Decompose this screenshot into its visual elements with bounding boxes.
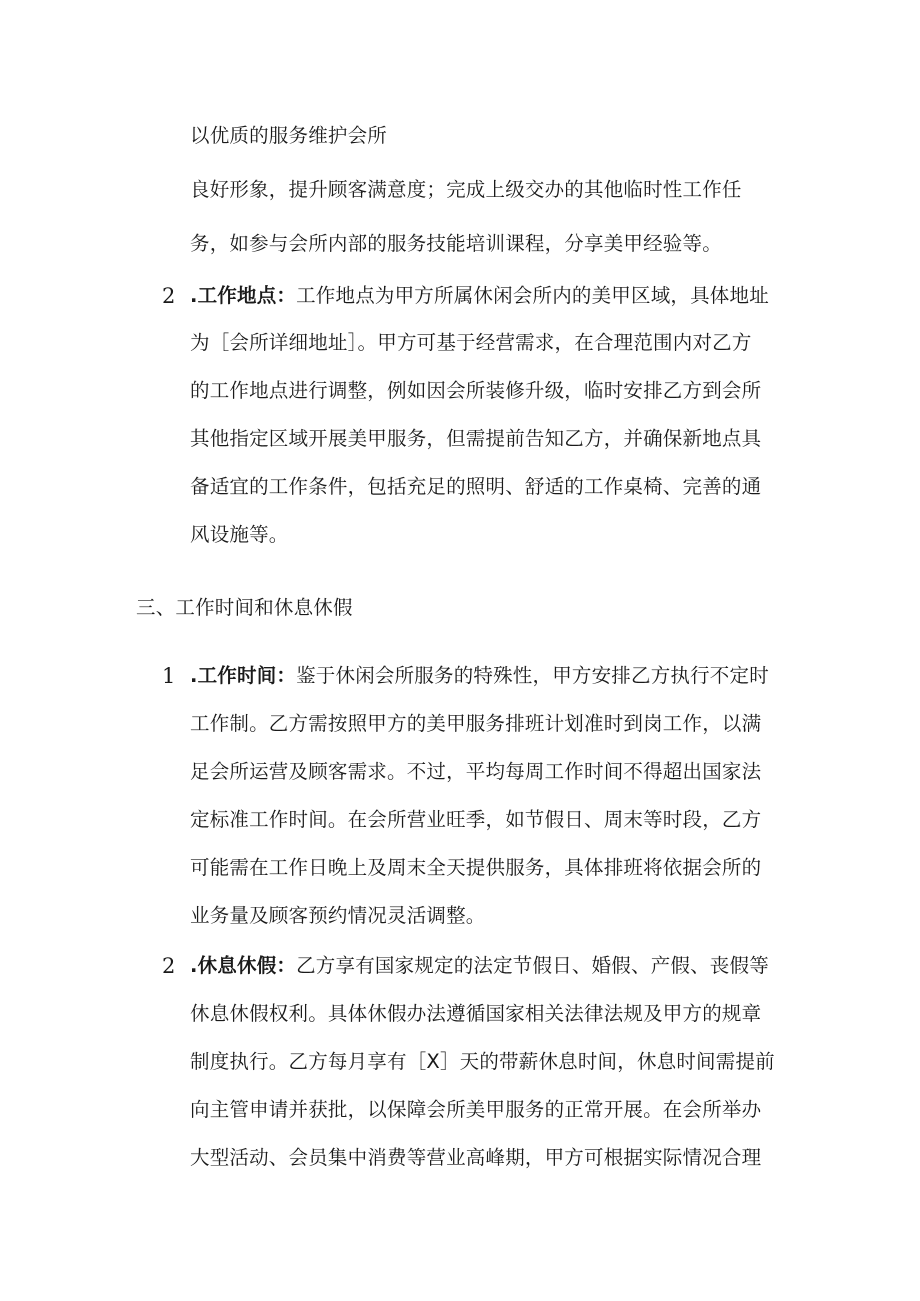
paragraph-line: 为［会所详细地址］。甲方可基于经营需求，在合理范围内对乙方 <box>190 331 752 354</box>
paragraph-line: 可能需在工作日晚上及周末全天提供服务，具体排班将依据会所的 <box>190 856 762 879</box>
paragraph-line: 以优质的服务维护会所 <box>190 124 388 147</box>
paragraph-line: 其他指定区域开展美甲服务，但需提前告知乙方，并确保新地点具 <box>190 427 762 450</box>
list-item-title: .休息休假： <box>190 954 297 977</box>
list-item-first-line <box>190 662 769 690</box>
paragraph-line: 业务量及顾客预约情况灵活调整。 <box>190 904 486 927</box>
paragraph-line: 务，如参与会所内部的服务技能培训课程，分享美甲经验等。 <box>190 232 722 255</box>
paragraph-line: 工作制。乙方需按照甲方的美甲服务排班计划准时到岗工作，以满 <box>190 712 762 735</box>
list-number: 2 <box>162 284 176 308</box>
section-heading: 三、工作时间和休息休假 <box>136 596 353 619</box>
list-item-text: 乙方享有国家规定的法定节假日、婚假、产假、丧假等 <box>296 954 769 977</box>
paragraph-line: 向主管申请并获批，以保障会所美甲服务的正常开展。在会所举办 <box>190 1098 762 1121</box>
list-number: 2 <box>162 954 176 978</box>
list-item-first-line <box>190 952 769 980</box>
list-item-first-line <box>190 282 769 310</box>
paragraph-line: 定标准工作时间。在会所营业旺季，如节假日、周末等时段，乙方 <box>190 808 762 831</box>
paragraph-line: 休息休假权利。具体休假办法遵循国家相关法律法规及甲方的规章 <box>190 1002 762 1025</box>
paragraph-line: 大型活动、会员集中消费等营业高峰期，甲方可根据实际情况合理 <box>190 1146 762 1169</box>
list-item-title: .工作地点： <box>190 284 297 307</box>
list-item-title: .工作时间： <box>190 664 297 687</box>
paragraph-line: 足会所运营及顾客需求。不过，平均每周工作时间不得超出国家法 <box>190 760 762 783</box>
paragraph-line: 备适宜的工作条件，包括充足的照明、舒适的工作桌椅、完善的通 <box>190 475 762 498</box>
list-number: 1 <box>162 664 176 688</box>
paragraph-line: 风设施等。 <box>190 523 289 546</box>
list-item-text: 工作地点为甲方所属休闲会所内的美甲区域，具体地址 <box>296 284 769 307</box>
list-item-text: 鉴于休闲会所服务的特殊性，甲方安排乙方执行不定时 <box>296 664 769 687</box>
paragraph-line: 制度执行。乙方每月享有［X］天的带薪休息时间，休息时间需提前 <box>190 1050 775 1073</box>
paragraph-line: 的工作地点进行调整，例如因会所装修升级，临时安排乙方到会所 <box>190 379 762 402</box>
paragraph-line: 良好形象，提升顾客满意度；完成上级交办的其他临时性工作任 <box>190 178 742 201</box>
